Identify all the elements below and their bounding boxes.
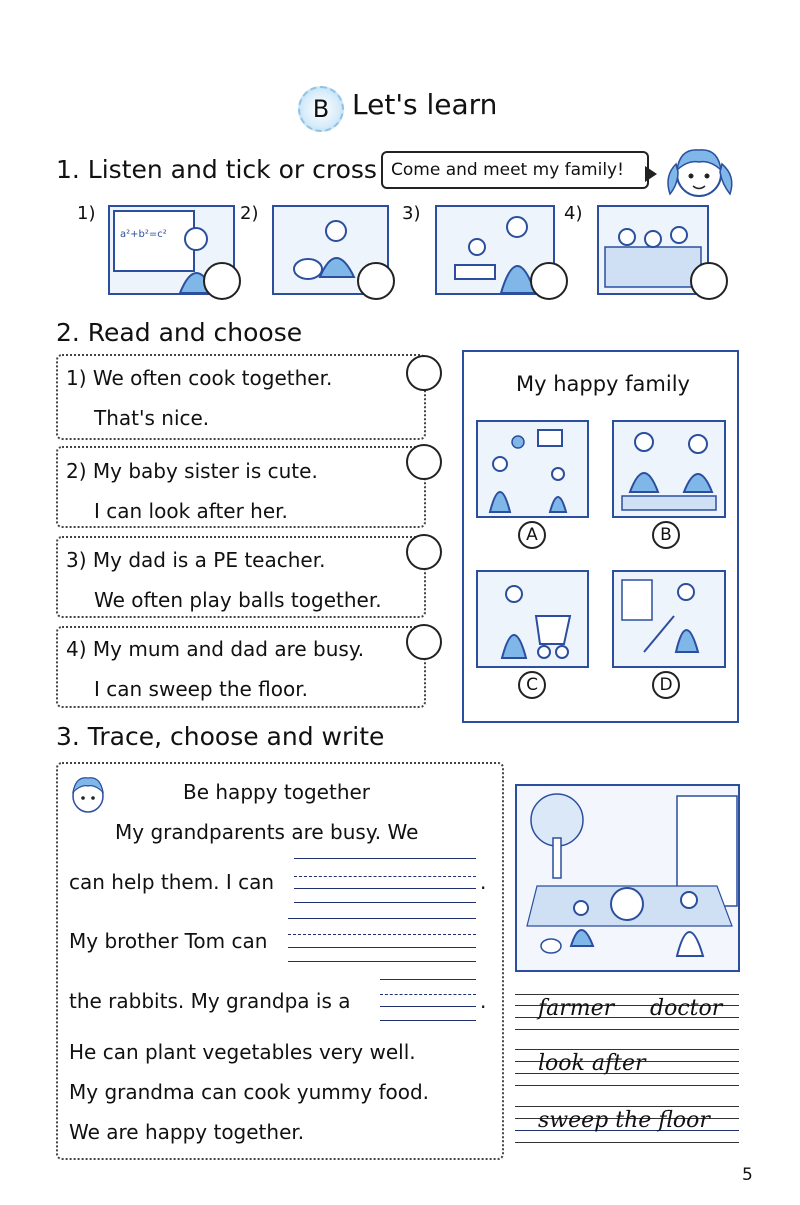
basketball-icon (478, 422, 587, 516)
writing-guide-line (380, 979, 476, 980)
section-2-title: 2. Read and choose (56, 318, 303, 347)
ruled-line (515, 1106, 739, 1107)
panel-title: My happy family (516, 372, 690, 396)
story-line: can help them. I can (69, 870, 275, 894)
option-letter[interactable]: B (652, 521, 680, 549)
word-bank-farmer: farmer (538, 996, 615, 1021)
word-bank-sweep-the-floor: sweep the floor (538, 1108, 710, 1133)
sentence-line: 2) My baby sister is cute. (66, 459, 318, 483)
speech-tail (645, 166, 657, 182)
panel-picture-b (612, 420, 726, 518)
panel-picture-c (476, 570, 589, 668)
answer-circle[interactable] (406, 624, 442, 660)
writing-guide-line (294, 858, 476, 859)
ruled-line (515, 1142, 739, 1143)
write-answer-line[interactable] (288, 947, 476, 948)
writing-guide-line (380, 994, 476, 995)
story-line: My grandparents are busy. We (115, 820, 419, 844)
writing-guide-line (288, 961, 476, 962)
page-title: Let's learn (352, 88, 498, 121)
answer-circle[interactable] (203, 262, 241, 300)
writing-guide-line (380, 1020, 476, 1021)
answer-circle[interactable] (357, 262, 395, 300)
option-letter[interactable]: A (518, 521, 546, 549)
listen-item-number: 4) (564, 203, 583, 224)
panel-picture-d (612, 570, 726, 668)
ruled-line (515, 1085, 739, 1086)
write-answer-line[interactable] (380, 1006, 476, 1007)
answer-circle[interactable] (530, 262, 568, 300)
writing-guide-line (294, 902, 476, 903)
panel-picture-a (476, 420, 589, 518)
option-letter[interactable]: D (652, 671, 680, 699)
write-answer-line[interactable] (294, 888, 476, 889)
period: . (480, 989, 487, 1013)
section-3-title: 3. Trace, choose and write (56, 722, 385, 751)
farm-scene-picture (515, 784, 740, 972)
farm-scene-icon (517, 786, 738, 970)
family-cooking-icon (614, 422, 724, 516)
listen-item-number: 2) (240, 203, 259, 224)
section-1-title: 1. Listen and tick or cross (56, 155, 377, 184)
sweeping-icon (614, 572, 724, 666)
answer-circle[interactable] (690, 262, 728, 300)
girl-avatar-icon (660, 140, 738, 202)
sentence-line: I can sweep the floor. (94, 677, 308, 701)
word-bank-doctor: doctor (650, 996, 723, 1021)
story-title: Be happy together (183, 780, 371, 804)
page-number: 5 (742, 1165, 753, 1185)
listen-item-number: 1) (77, 203, 96, 224)
sentence-line: 4) My mum and dad are busy. (66, 637, 365, 661)
answer-circle[interactable] (406, 355, 442, 391)
story-line: My grandma can cook yummy food. (69, 1080, 430, 1104)
story-line: the rabbits. My grandpa is a (69, 989, 351, 1013)
sentence-line: We often play balls together. (94, 588, 382, 612)
sentence-line: I can look after her. (94, 499, 288, 523)
ruled-line (515, 1049, 739, 1050)
writing-guide-line (288, 934, 476, 935)
period: . (480, 870, 487, 894)
speech-bubble (381, 151, 649, 189)
stroller-icon (478, 572, 587, 666)
option-letter[interactable]: C (518, 671, 546, 699)
story-line: We are happy together. (69, 1120, 305, 1144)
section-badge: B (298, 86, 344, 132)
answer-circle[interactable] (406, 444, 442, 480)
ruled-line (515, 1029, 739, 1030)
word-bank-look-after: look after (538, 1051, 646, 1076)
story-line: My brother Tom can (69, 929, 268, 953)
svg-text:a²+b²=c²: a²+b²=c² (120, 229, 167, 240)
writing-guide-line (294, 876, 476, 877)
answer-circle[interactable] (406, 534, 442, 570)
sentence-line: 1) We often cook together. (66, 366, 333, 390)
sentence-line: That's nice. (94, 406, 210, 430)
listen-item-number: 3) (402, 203, 421, 224)
sentence-line: 3) My dad is a PE teacher. (66, 548, 326, 572)
writing-guide-line (288, 918, 476, 919)
story-line: He can plant vegetables very well. (69, 1040, 416, 1064)
ruled-line (515, 994, 739, 995)
speech-text: Come and meet my family! (391, 160, 624, 180)
girl-face-icon (64, 768, 112, 824)
